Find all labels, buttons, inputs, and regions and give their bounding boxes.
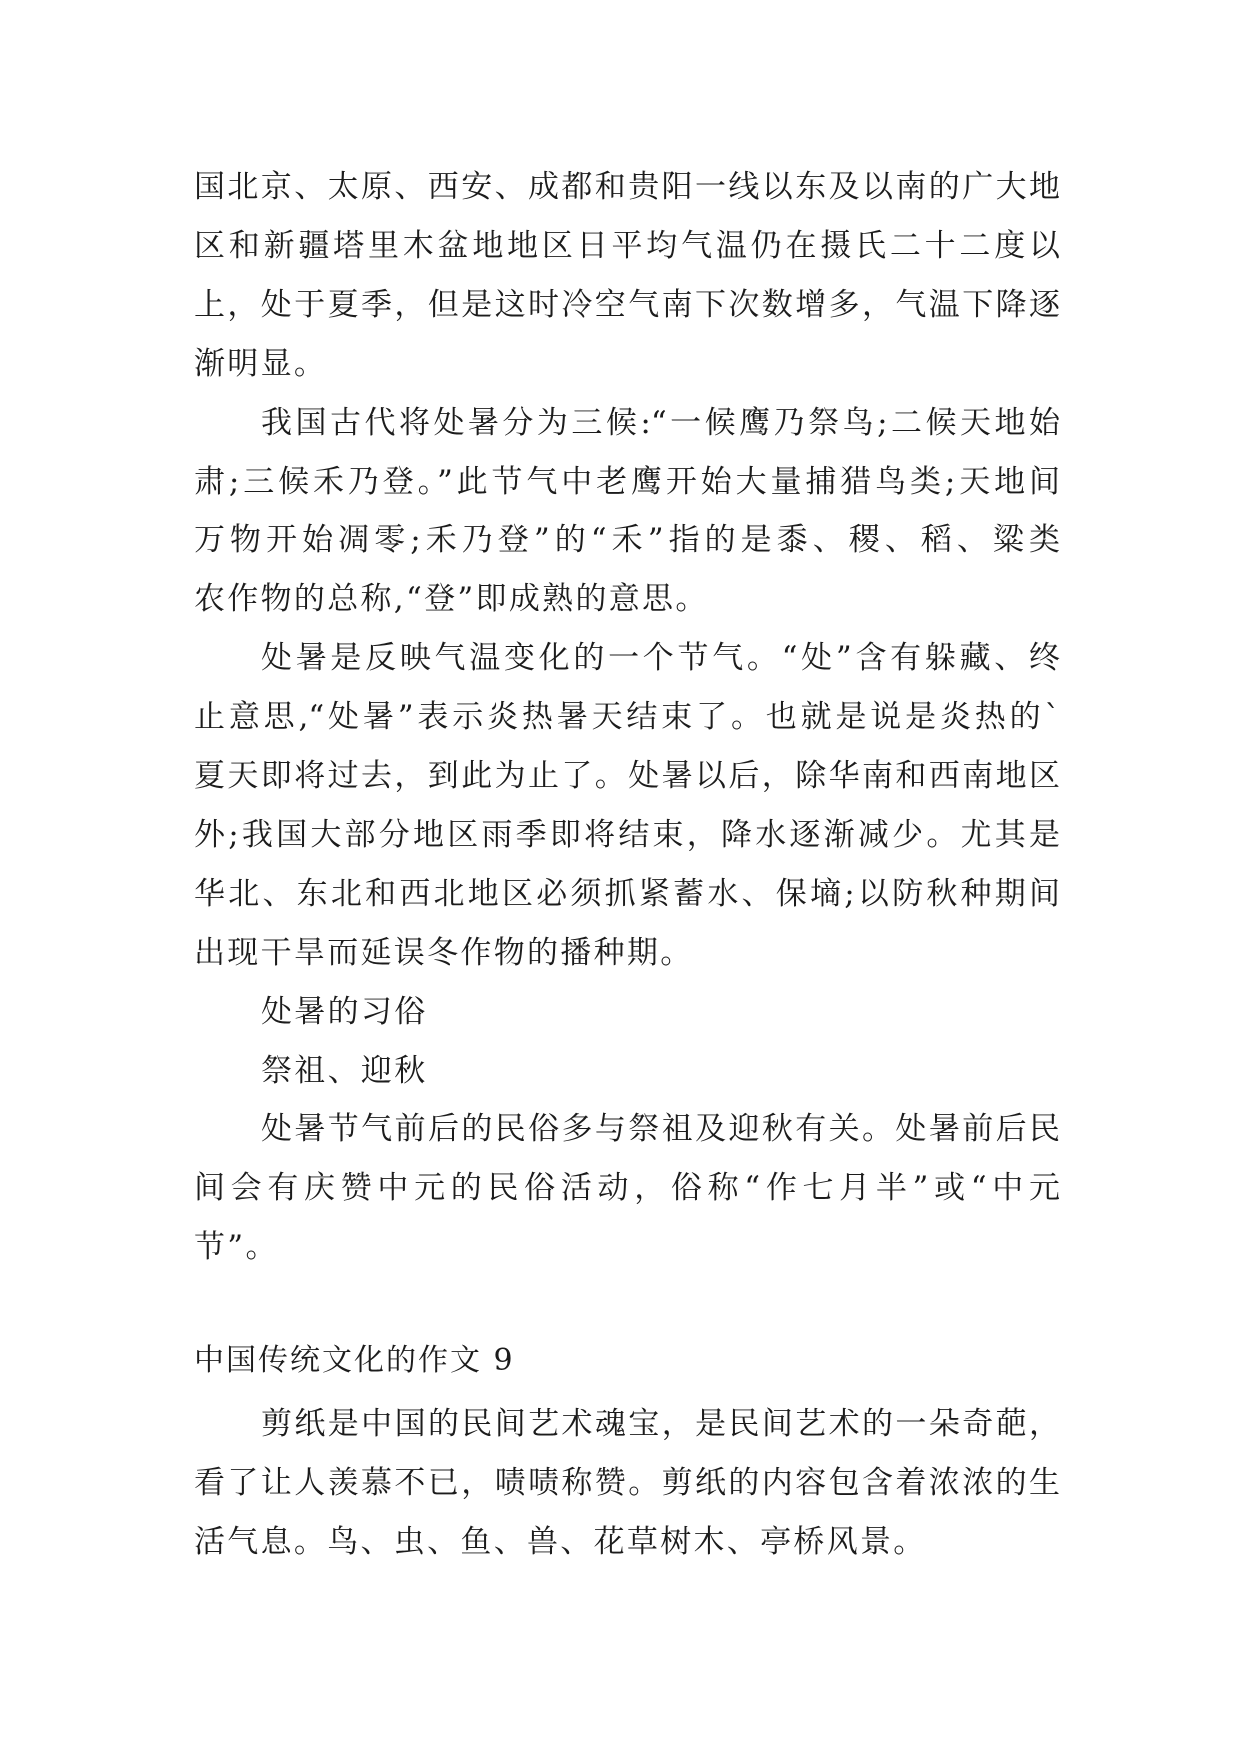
paragraph-line: 处暑的习俗	[261, 993, 428, 1030]
paragraph-line: 万物开始凋零;禾乃登”的“禾”指的是黍、稷、稻、粱类	[194, 522, 1060, 559]
paragraph-line: 农作物的总称,“登”即成熟的意思。	[194, 581, 709, 618]
paragraph-line: 区和新疆塔里木盆地地区日平均气温仍在摄氏二十二度以	[194, 227, 1060, 264]
paragraph-line: 止意思,“处暑”表示炎热暑天结束了。也就是说是炎热的`	[194, 699, 1060, 736]
paragraph-line: 夏天即将过去，到此为止了。处暑以后，除华南和西南地区	[194, 758, 1060, 794]
paragraph-line: 处暑节气前后的民俗多与祭祖及迎秋有关。处暑前后民	[261, 1111, 1060, 1148]
paragraph-line: 渐明显。	[194, 345, 328, 382]
paragraph-line: 国北京、太原、西安、成都和贵阳一线以东及以南的广大地	[194, 169, 1060, 205]
paragraph-line: 处暑是反映气温变化的一个节气。“处”含有躲藏、终	[261, 640, 1060, 677]
paragraph-line: 华北、东北和西北地区必须抓紧蓄水、保墒;以防秋种期间	[194, 875, 1060, 912]
paragraph-line: 我国古代将处暑分为三候:“一候鹰乃祭鸟;二候天地始	[261, 404, 1060, 441]
paragraph-line: 肃;三候禾乃登。”此节气中老鹰开始大量捕猎鸟类;天地间	[194, 463, 1060, 500]
paragraph-line: 祭祖、迎秋	[261, 1052, 428, 1089]
paragraph-line: 间会有庆赞中元的民俗活动，俗称“作七月半”或“中元	[194, 1170, 1060, 1207]
paragraph-line: 剪纸是中国的民间艺术魂宝，是民间艺术的一朵奇葩，	[261, 1405, 1060, 1442]
paragraph-line: 出现干旱而延误冬作物的播种期。	[194, 934, 694, 971]
paragraph-line: 上，处于夏季，但是这时冷空气南下次数增多，气温下降逐	[194, 286, 1060, 323]
paragraph-line: 活气息。鸟、虫、鱼、兽、花草树木、亭桥风景。	[194, 1523, 927, 1560]
paragraph-line: 外;我国大部分地区雨季即将结束，降水逐渐减少。尤其是	[194, 816, 1060, 853]
paragraph-line: 节”。	[194, 1229, 279, 1266]
paragraph-line: 看了让人羡慕不已，啧啧称赞。剪纸的内容包含着浓浓的生	[194, 1464, 1060, 1501]
section-title: 中国传统文化的作文 9	[194, 1343, 515, 1378]
